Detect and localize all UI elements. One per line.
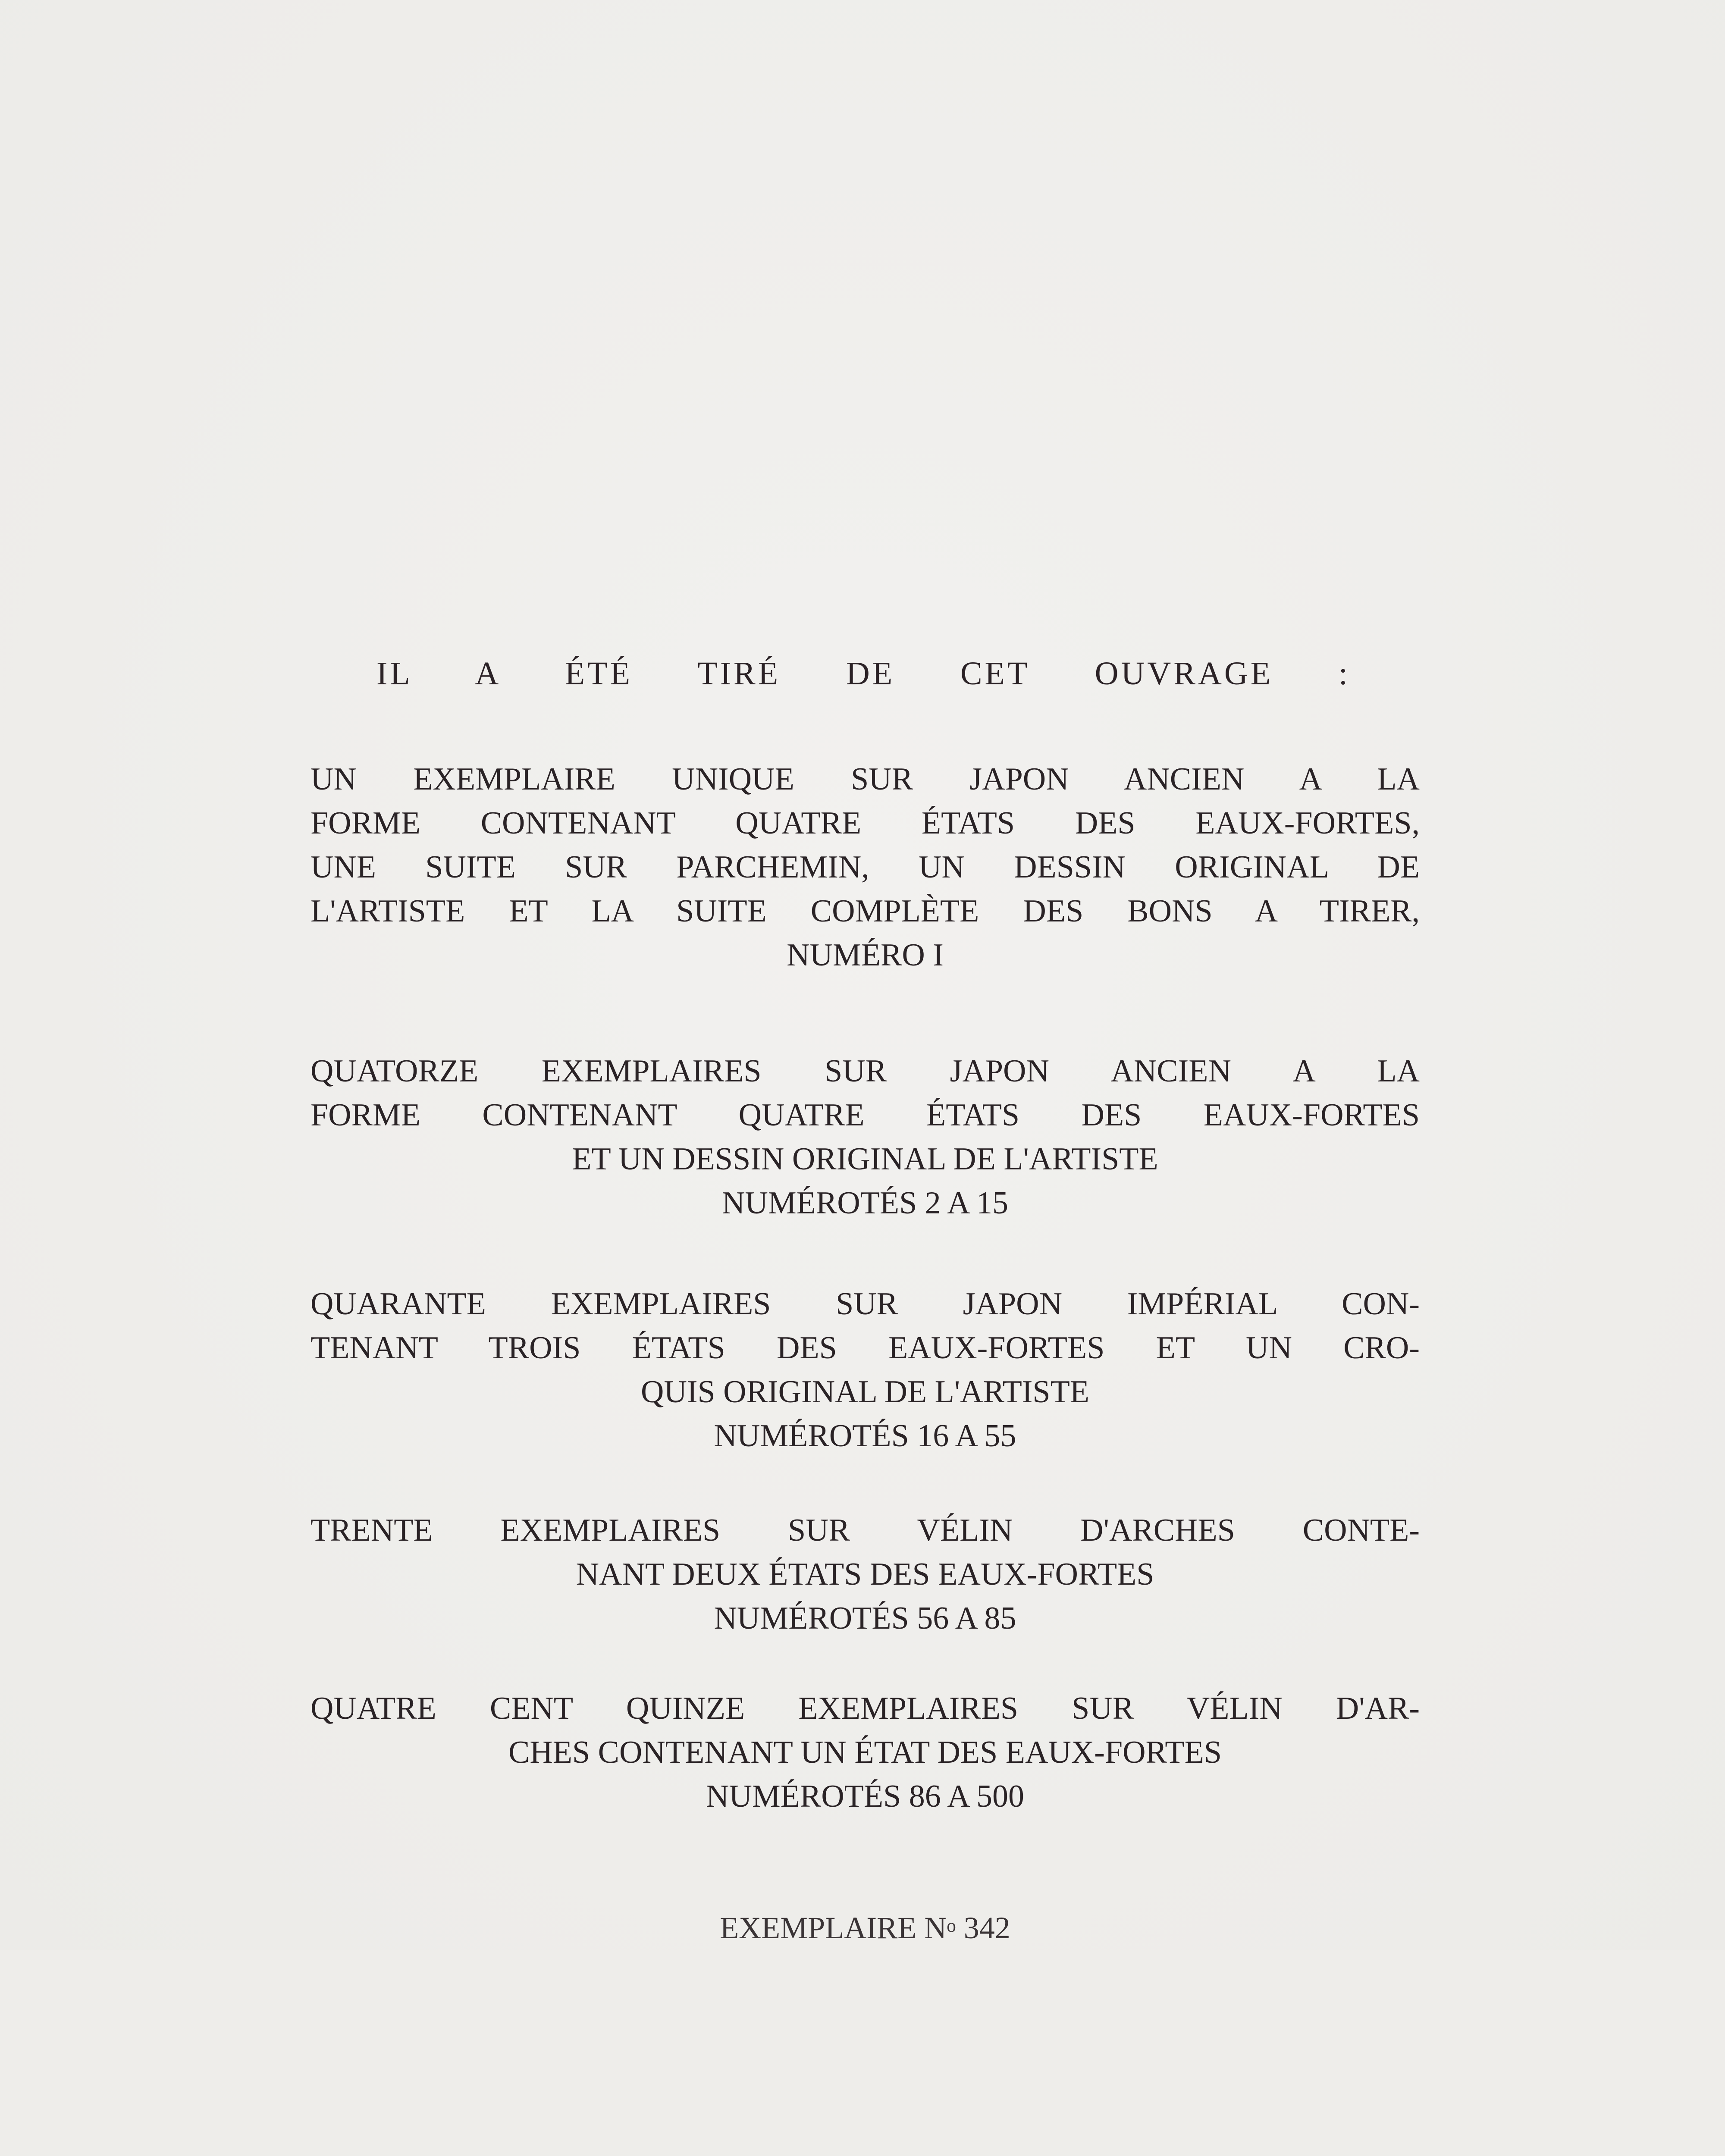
edition-line: FORME CONTENANT QUATRE ÉTATS DES EAUX-FORTES	[310, 1097, 1420, 1133]
edition-line: NUMÉROTÉS 56 A 85	[714, 1601, 1016, 1636]
edition-block	[310, 1686, 1420, 1818]
edition-line: NUMÉROTÉS 86 A 500	[706, 1779, 1024, 1814]
copy-number	[310, 1906, 1420, 1950]
edition-line: TRENTE EXEMPLAIRES SUR VÉLIN D'ARCHES CONTE-	[310, 1513, 1420, 1548]
edition-line: TENANT TROIS ÉTATS DES EAUX-FORTES ET UN CRO-	[310, 1330, 1420, 1366]
edition-line: NANT DEUX ÉTATS DES EAUX-FORTES	[576, 1557, 1154, 1592]
edition-line: QUATRE CENT QUINZE EXEMPLAIRES SUR VÉLIN D'AR-	[310, 1691, 1420, 1726]
copy-number-value: 342	[963, 1911, 1010, 1945]
edition-line: NUMÉRO I	[787, 937, 944, 973]
edition-line: ET UN DESSIN ORIGINAL DE L'ARTISTE	[572, 1141, 1158, 1177]
edition-list	[0, 757, 1725, 1818]
edition-line: QUATORZE EXEMPLAIRES SUR JAPON ANCIEN A LA	[310, 1053, 1420, 1089]
edition-line: UNE SUITE SUR PARCHEMIN, UN DESSIN ORIGINAL DE	[310, 849, 1420, 885]
edition-block	[310, 1049, 1420, 1225]
edition-line: NUMÉROTÉS 2 A 15	[721, 1185, 1008, 1221]
edition-block	[310, 1282, 1420, 1458]
justification-heading: IL A ÉTÉ TIRÉ DE CET OUVRAGE :	[376, 655, 1350, 692]
copy-number-label: EXEMPLAIRE N	[720, 1911, 947, 1945]
edition-line: FORME CONTENANT QUATRE ÉTATS DES EAUX-FORTES,	[310, 805, 1420, 841]
edition-block	[310, 1508, 1420, 1640]
copy-number-degree: o	[947, 1915, 956, 1936]
edition-line: NUMÉROTÉS 16 A 55	[714, 1418, 1016, 1454]
edition-line: UN EXEMPLAIRE UNIQUE SUR JAPON ANCIEN A LA	[310, 761, 1420, 797]
edition-line: QUIS ORIGINAL DE L'ARTISTE	[641, 1374, 1089, 1410]
edition-line: CHES CONTENANT UN ÉTAT DES EAUX-FORTES	[508, 1735, 1222, 1770]
edition-line: L'ARTISTE ET LA SUITE COMPLÈTE DES BONS A TIRER,	[310, 893, 1420, 929]
edition-block	[310, 757, 1420, 977]
edition-line: QUARANTE EXEMPLAIRES SUR JAPON IMPÉRIAL CON-	[310, 1286, 1420, 1322]
